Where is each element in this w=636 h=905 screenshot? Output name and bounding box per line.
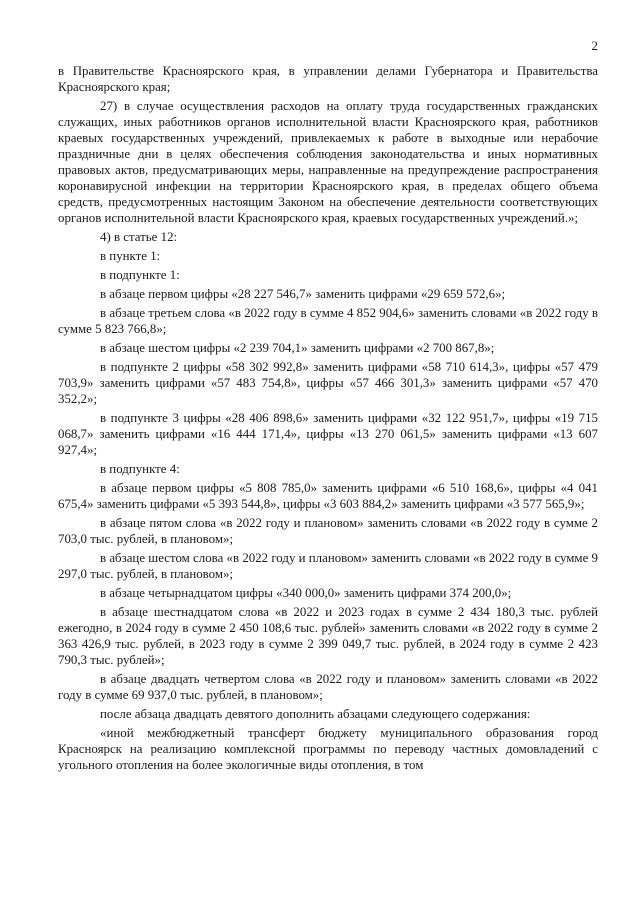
page-number: 2 [591, 39, 598, 53]
paragraph: 4) в статье 12: [100, 230, 178, 244]
paragraph: в абзаце шестнадцатом слова «в 2022 и 2023 годах в сумме 2 434 180,3 тыс. рублей ежегодно, в 2024 году в сумме 2 450 108,6 тыс. рублей» заменить словами «в 2022 году в сумме 2 363 426,9 тыс. рублей, в 2023 году в сумме 2 399 049,7 тыс. рублей, в 2024 году в сумме 2 423 790,3 тыс. рублей»; [58, 605, 598, 667]
paragraph: после абзаца двадцать девятого дополнить абзацами следующего содержания: [100, 707, 531, 721]
paragraph: в подпункте 3 цифры «28 406 898,6» заменить цифрами «32 122 951,7», цифры «19 715 068,7» заменить цифрами «16 444 171,4», цифры «13 270 061,5» заменить цифрами «13 607 927,4»; [58, 411, 598, 457]
paragraph: в абзаце шестом цифры «2 239 704,1» заменить цифрами «2 700 867,8»; [100, 341, 495, 355]
paragraph: в подпункте 2 цифры «58 302 992,8» заменить цифрами «58 710 614,3», цифры «57 479 703,9» заменить цифрами «57 483 754,8», цифры «57 466 301,3» заменить цифрами «57 470 352,2»; [58, 360, 598, 406]
paragraph: в Правительстве Красноярского края, в управлении делами Губернатора и Правительства Красноярского края; [58, 64, 598, 94]
paragraph: в подпункте 4: [100, 462, 180, 476]
paragraph: в абзаце двадцать четвертом слова «в 2022 году и плановом» заменить словами «в 2022 году в сумме 69 937,0 тыс. рублей, в плановом»; [58, 672, 598, 702]
paragraph: «иной межбюджетный трансферт бюджету муниципального образования город Красноярск на реализацию комплексной программы по переводу частных домовладений с угольного отопления на более экологичные виды отопления, в том [58, 726, 598, 772]
paragraph: в абзаце третьем слова «в 2022 году в сумме 4 852 904,6» заменить словами «в 2022 году в сумме 5 823 766,8»; [58, 306, 598, 336]
paragraph: в подпункте 1: [100, 268, 180, 282]
paragraph: в абзаце первом цифры «28 227 546,7» заменить цифрами «29 659 572,6»; [100, 287, 506, 301]
paragraph: в абзаце четырнадцатом цифры «340 000,0» заменить цифрами 374 200,0»; [100, 586, 512, 600]
document-body [58, 63, 598, 776]
paragraph: в пункте 1: [100, 249, 161, 263]
paragraph: в абзаце шестом слова «в 2022 году и плановом» заменить словами «в 2022 году в сумме 9 297,0 тыс. рублей, в плановом»; [58, 551, 598, 581]
paragraph: в абзаце первом цифры «5 808 785,0» заменить цифрами «6 510 168,6», цифры «4 041 675,4» заменить цифрами «5 393 544,8», цифры «3 603 884,2» заменить цифрами «3 577 565,9»; [58, 481, 598, 511]
paragraph: в абзаце пятом слова «в 2022 году и плановом» заменить словами «в 2022 году в сумме 2 703,0 тыс. рублей, в плановом»; [58, 516, 598, 546]
paragraph: 27) в случае осуществления расходов на оплату труда государственных гражданских служащих, иных работников органов исполнительной власти Красноярского края, работников краевых государственных учреждений, привлекаемых к работе в выходные или нерабочие праздничные дни в целях обеспечения соблюдения законодательства и иных нормативных правовых актов, предусматривающих меры, направленные на предупреждение распространения коронавирусной инфекции на территории Красноярского края, в пределах общего объема средств, предусмотренных настоящим Законом на обеспечение деятельности соответствующих органов исполнительной власти Красноярского края, краевых государственных учреждений.»; [58, 99, 598, 225]
